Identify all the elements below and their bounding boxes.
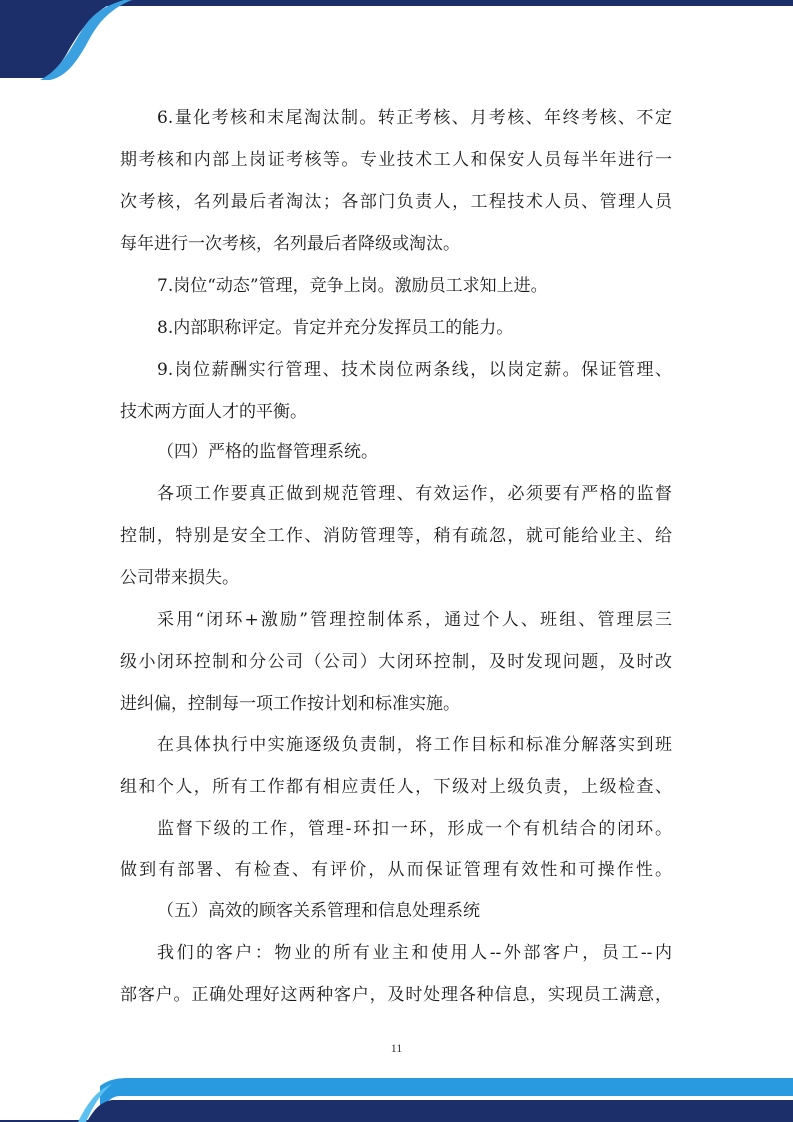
text-line-16: 在具体执行中实施逐级负责制，将工作目标和标准分解落实到班 [157,735,672,755]
text-line-7: 9.岗位薪酬实行管理、技术岗位两条线，以岗定薪。保证管理、 [157,360,672,380]
text-line-17: 组和个人，所有工作都有相应责任人，下级对上级负责，上级检查、 [120,777,672,797]
corner-swoosh-decoration [0,0,140,80]
text-line-11: 控制，特别是安全工作、消防管理等，稍有疏忽，就可能给业主、给 [120,526,672,546]
text-line-5: 7.岗位“动态”管理，竞争上岗。激励员工求知上进。 [157,276,548,296]
text-line-18: 监督下级的工作，管理-环扣一环，形成一个有机结合的闭环。 [157,819,672,839]
text-line-6: 8.内部职称评定。肯定并充分发挥员工的能力。 [157,318,514,338]
text-line-15: 进纠偏，控制每一项工作按计划和标准实施。 [120,694,460,714]
text-line-4: 每年进行一次考核，名列最后者降级或淘汰。 [120,234,460,254]
text-line-10: 各项工作要真正做到规范管理、有效运作，必须要有严格的监督 [157,484,672,504]
text-line-3: 次考核，名列最后者淘汰；各部门负责人，工程技术人员、管理人员 [120,192,672,212]
text-line-13: 采用“闭环+激励”管理控制体系，通过个人、班组、管理层三 [157,610,672,630]
section-heading-4: （四）严格的监督管理系统。 [157,442,378,462]
text-line-19: 做到有部署、有检查、有评价，从而保证管理有效性和可操作性。 [120,860,672,880]
page-number: 11 [390,1041,403,1055]
text-line-8: 技术两方面人才的平衡。 [120,402,307,422]
section-heading-5: （五）高效的顾客关系管理和信息处理系统 [157,901,480,921]
text-line-2: 期考核和内部上岗证考核等。专业技术工人和保安人员每半年进行一 [120,150,672,170]
text-line-21: 我们的客户：物业的所有业主和使用人--外部客户，员工--内 [157,943,672,963]
text-line-14: 级小闭环控制和分公司（公司）大闭环控制，及时发现问题，及时改 [120,652,672,672]
text-line-12: 公司带来损失。 [120,568,239,588]
text-line-22: 部客户。正确处理好这两种客户，及时处理各种信息，实现员工满意， [120,985,672,1005]
text-line-1: 6.量化考核和末尾淘汰制。转正考核、月考核、年终考核、不定 [157,108,672,128]
bottom-band-decoration [0,1076,793,1122]
